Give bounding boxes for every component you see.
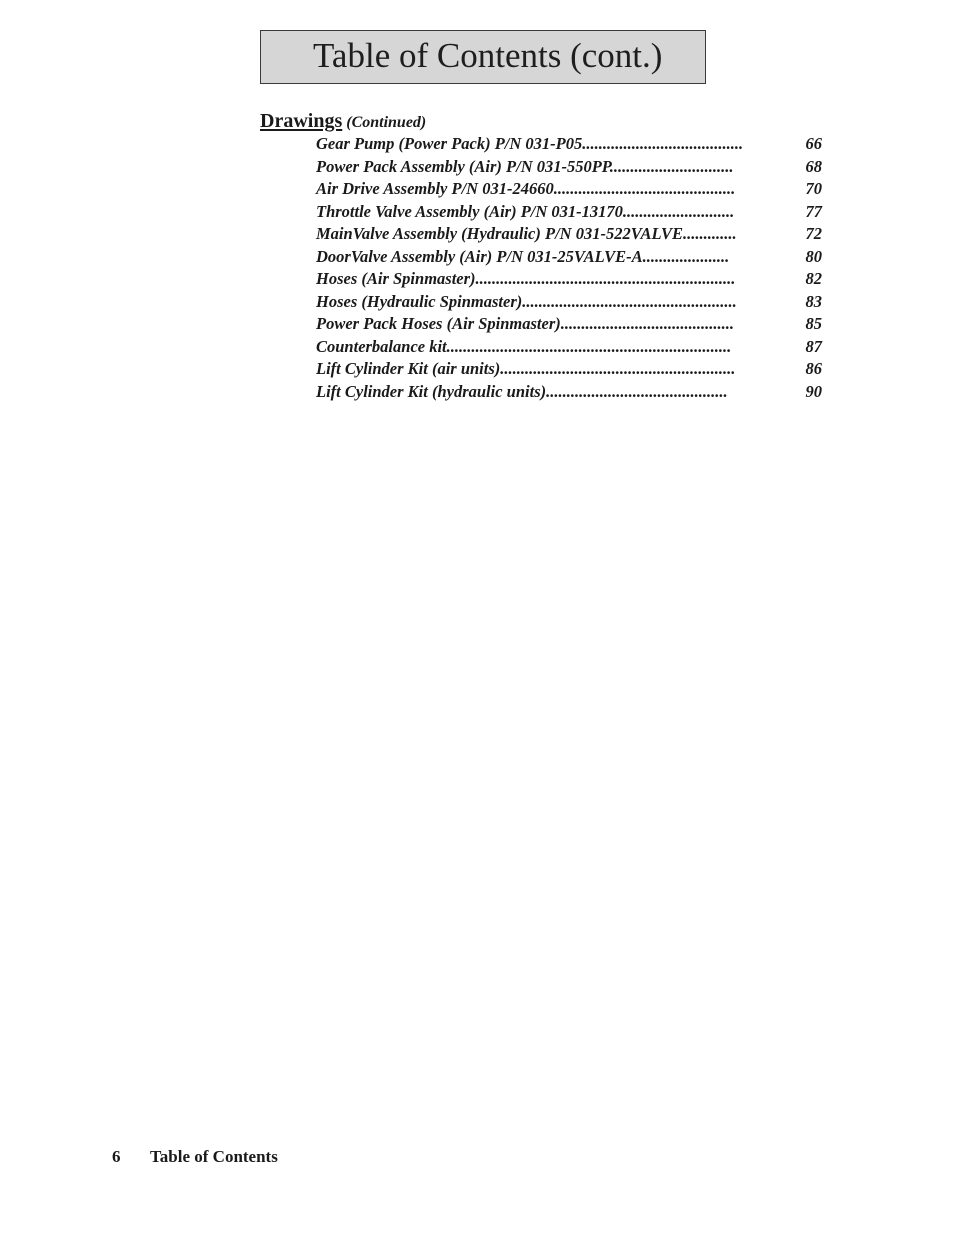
toc-entry-title: Power Pack Assembly (Air) P/N 031-550PP..............................	[316, 156, 734, 176]
toc-entry-title: Hoses (Air Spinmaster)...............................................................	[316, 269, 736, 288]
toc-list	[316, 133, 822, 403]
toc-entry-title: Lift Cylinder Kit (air units).........................................................	[316, 359, 736, 378]
section-subtitle: (Continued)	[346, 114, 427, 131]
toc-entry-page: 86	[805, 359, 822, 378]
toc-entry[interactable]	[316, 156, 822, 179]
toc-entry-title: Air Drive Assembly P/N 031-24660............................................	[316, 179, 736, 198]
section-heading	[260, 109, 426, 135]
toc-entry-page: 66	[805, 134, 822, 153]
toc-entry-title: Lift Cylinder Kit (hydraulic units)............................................	[316, 381, 728, 401]
toc-entry-page: 87	[805, 336, 822, 356]
footer-label: Table of Contents	[150, 1147, 278, 1166]
toc-entry[interactable]	[316, 358, 822, 381]
toc-entry-title: Gear Pump (Power Pack) P/N 031-P05.......................................	[316, 134, 744, 153]
toc-entry[interactable]	[316, 313, 822, 336]
toc-entry-page: 80	[805, 246, 822, 266]
toc-entry[interactable]	[316, 268, 822, 291]
toc-entry-page: 68	[805, 156, 822, 176]
toc-entry[interactable]	[316, 133, 822, 156]
toc-entry[interactable]	[316, 223, 822, 246]
toc-entry-title: MainValve Assembly (Hydraulic) P/N 031-522VALVE.............	[316, 224, 737, 243]
toc-entry[interactable]	[316, 381, 822, 404]
toc-entry-page: 82	[805, 269, 822, 288]
toc-entry-page: 77	[805, 201, 822, 221]
toc-entry-page: 70	[805, 179, 822, 198]
toc-entry-title: Throttle Valve Assembly (Air) P/N 031-13170...........................	[316, 201, 735, 221]
toc-entry-page: 72	[805, 224, 822, 243]
toc-entry-title: Counterbalance kit.....................................................................	[316, 336, 732, 356]
toc-entry-title: Hoses (Hydraulic Spinmaster)....................................................	[316, 291, 737, 311]
section-title: Drawings	[260, 110, 343, 132]
toc-entry-title: DoorValve Assembly (Air) P/N 031-25VALVE-A.....................	[316, 246, 730, 266]
toc-entry[interactable]	[316, 246, 822, 269]
page-title-box	[260, 30, 706, 84]
toc-entry-page: 83	[805, 291, 822, 311]
toc-entry[interactable]	[316, 201, 822, 224]
toc-entry-title: Power Pack Hoses (Air Spinmaster)..........................................	[316, 314, 735, 333]
page-title: Table of Contents (cont.)	[313, 36, 663, 75]
toc-entry[interactable]	[316, 291, 822, 314]
toc-entry[interactable]	[316, 178, 822, 201]
footer-page-number: 6	[112, 1147, 121, 1166]
toc-entry[interactable]	[316, 336, 822, 359]
toc-entry-page: 90	[805, 381, 822, 401]
toc-entry-page: 85	[805, 314, 822, 333]
